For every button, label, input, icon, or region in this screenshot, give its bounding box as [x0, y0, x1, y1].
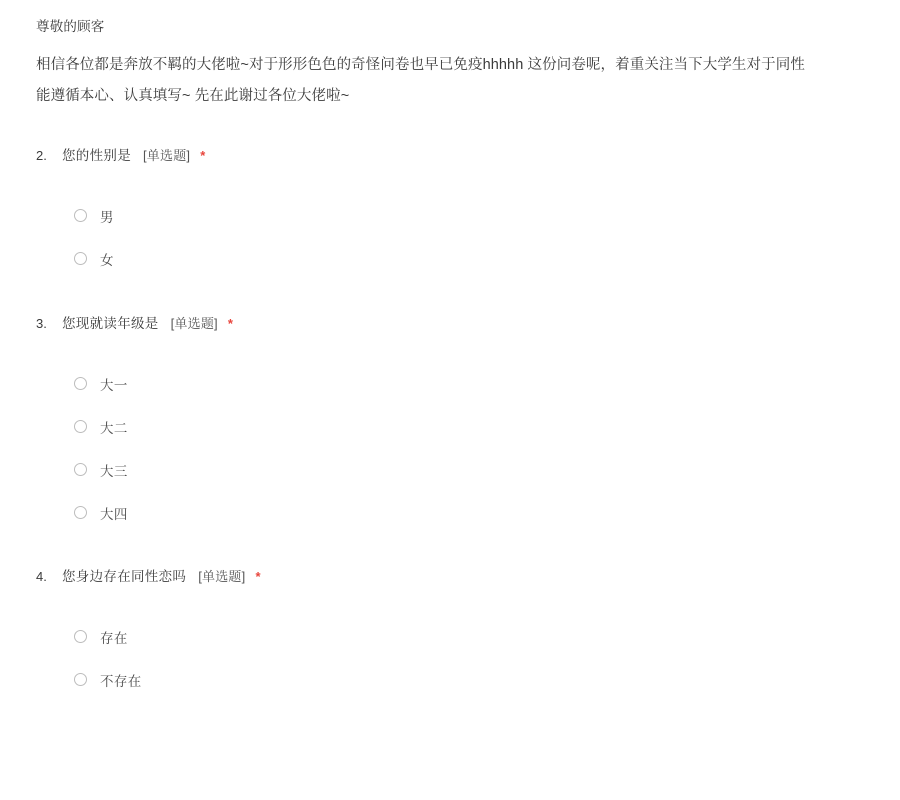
question-4-header [36, 567, 870, 587]
intro-salutation: 尊敬的顾客 [36, 19, 105, 34]
question-3-type: [单选题] [170, 316, 218, 331]
question-3-title: 您现就读年级是 [62, 316, 159, 331]
question-list [0, 146, 900, 701]
radio-icon[interactable] [74, 420, 87, 433]
question-3-options [36, 362, 870, 534]
option-label: 存在 [100, 630, 128, 646]
option-label: 女 [100, 252, 114, 268]
radio-icon[interactable] [74, 463, 87, 476]
question-4-index: 4. [36, 569, 47, 584]
option-label: 男 [100, 209, 114, 225]
radio-icon[interactable] [74, 377, 87, 390]
intro-body-line2: 能遵循本心、认真填写~ 先在此谢过各位大佬啦~ [36, 88, 350, 104]
intro-body [36, 50, 870, 112]
question-4-title: 您身边存在同性恋吗 [62, 569, 187, 584]
question-4-type: [单选题] [198, 569, 246, 584]
radio-icon[interactable] [74, 630, 87, 643]
radio-icon[interactable] [74, 209, 87, 222]
question-2-header [36, 146, 870, 166]
option-exists[interactable] [74, 615, 870, 658]
radio-icon[interactable] [74, 252, 87, 265]
question-2-type: [单选题] [143, 148, 191, 163]
question-2-options [36, 194, 870, 280]
intro-body-line1: 相信各位都是奔放不羁的大佬啦~对于形形色色的奇怪问卷也早已免疫hhhhh 这份问卷呢，着重关注当下大学生对于同性 [36, 57, 805, 73]
question-4-options [36, 615, 870, 701]
radio-icon[interactable] [74, 673, 87, 686]
question-3 [0, 314, 900, 534]
spacer [0, 286, 900, 314]
question-3-required: * [227, 316, 233, 331]
option-female[interactable] [74, 237, 870, 280]
question-4 [0, 567, 900, 701]
option-not-exists[interactable] [74, 658, 870, 701]
option-label: 大四 [100, 506, 128, 522]
question-2 [0, 146, 900, 280]
option-junior[interactable] [74, 448, 870, 491]
question-2-required: * [200, 148, 206, 163]
option-label: 不存在 [100, 673, 142, 689]
question-2-title: 您的性别是 [62, 148, 131, 163]
question-4-required: * [255, 569, 261, 584]
option-senior[interactable] [74, 491, 870, 534]
option-male[interactable] [74, 194, 870, 237]
option-sophomore[interactable] [74, 405, 870, 448]
question-3-header [36, 314, 870, 334]
option-label: 大二 [100, 420, 128, 436]
option-label: 大三 [100, 463, 128, 479]
survey-intro [0, 0, 900, 112]
question-3-index: 3. [36, 316, 47, 331]
radio-icon[interactable] [74, 506, 87, 519]
option-freshman[interactable] [74, 362, 870, 405]
option-label: 大一 [100, 377, 128, 393]
spacer [0, 540, 900, 567]
question-2-index: 2. [36, 148, 47, 163]
